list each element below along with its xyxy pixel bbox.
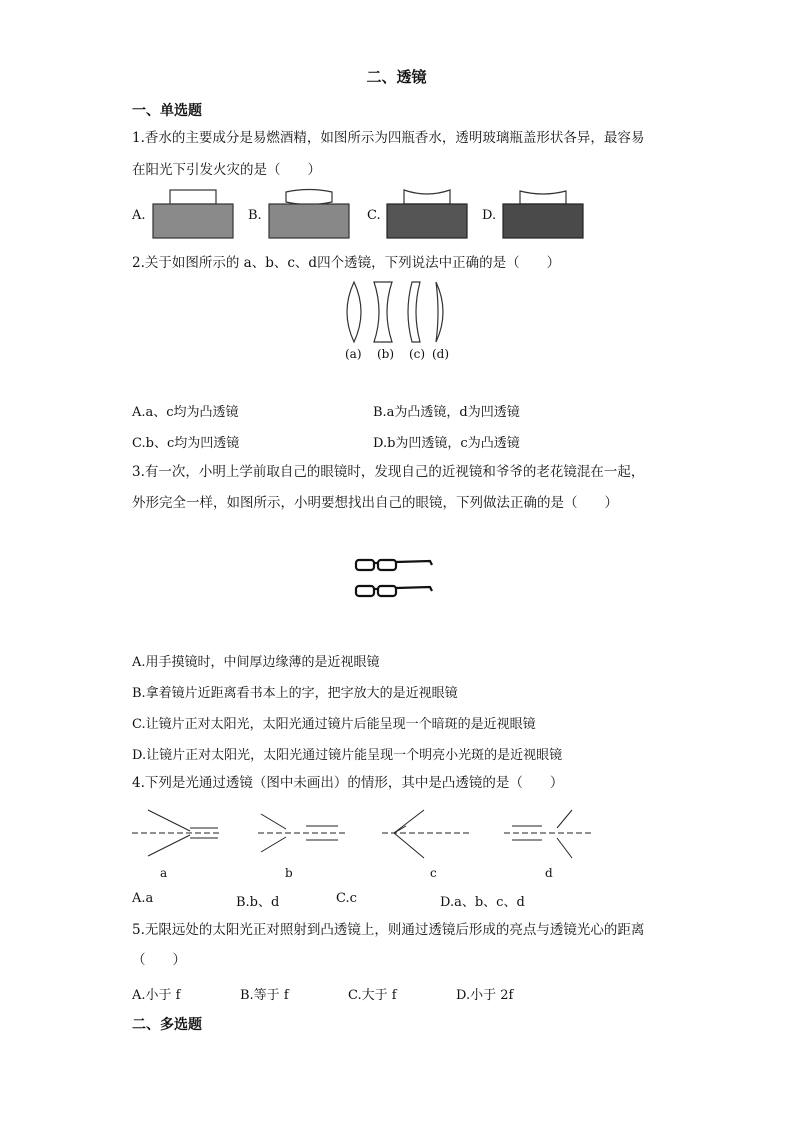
- question-3-line-2: 外形完全一样，如图所示，小明要想找出自己的眼镜，下列做法正确的是（ ）: [132, 495, 618, 511]
- perfume-bottle-c-figure: [386, 188, 468, 240]
- q5-option-b: B.等于 f: [240, 988, 289, 1003]
- question-5-line-1: 5.无限远处的太阳光正对照射到凸透镜上，则通过透镜后形成的亮点与透镜光心的距离: [132, 922, 645, 938]
- ray-figure-a: [132, 810, 220, 856]
- lens-c-shape: [408, 282, 420, 342]
- light-rays-figure: [130, 806, 600, 866]
- section-heading-multi-choice: 二、多选题: [132, 1017, 202, 1033]
- glasses-figure: [354, 558, 434, 604]
- q3-option-b: B.拿着镜片近距离看书本上的字，把字放大的是近视眼镜: [132, 686, 458, 701]
- q5-option-a: A.小于 f: [132, 988, 181, 1003]
- q4-option-c: C.c: [336, 891, 357, 906]
- question-1-line-1: 1.香水的主要成分是易燃酒精，如图所示为四瓶香水，透明玻璃瓶盖形状各异，最容易: [132, 130, 645, 146]
- q4-option-a: A.a: [132, 891, 154, 906]
- q3-option-c: C.让镜片正对太阳光，太阳光通过镜片后能呈现一个暗斑的是近视眼镜: [132, 717, 536, 732]
- perfume-bottle-a-figure: [152, 188, 234, 240]
- lens-c-label: (c): [409, 347, 426, 361]
- ray-figure-a-label: a: [160, 866, 168, 880]
- q1-option-a-label: A.: [132, 208, 146, 223]
- lens-a-label: (a): [345, 347, 362, 361]
- q2-option-b: B.a为凸透镜，d为凹透镜: [373, 405, 520, 420]
- ray-figure-b-label: b: [285, 866, 293, 880]
- perfume-bottle-b-figure: [268, 188, 350, 240]
- q5-option-d: D.小于 2f: [456, 988, 514, 1003]
- q1-option-b-label: B.: [248, 208, 262, 223]
- section-heading-single-choice: 一、单选题: [132, 103, 202, 119]
- q2-option-a: A.a、c均为凸透镜: [132, 405, 239, 420]
- q4-option-d: D.a、b、c、d: [440, 895, 525, 910]
- question-4-text: 4.下列是光通过透镜（图中未画出）的情形，其中是凸透镜的是（ ）: [132, 775, 564, 791]
- q1-option-c-label: C.: [367, 208, 381, 223]
- q3-option-d: D.让镜片正对太阳光，太阳光通过镜片能呈现一个明亮小光斑的是近视眼镜: [132, 748, 563, 763]
- lens-d-label: (d): [432, 347, 450, 361]
- perfume-bottle-d-figure: [502, 188, 584, 240]
- question-3-line-1: 3.有一次，小明上学前取自己的眼镜时，发现自己的近视镜和爷爷的老花镜混在一起，: [132, 464, 645, 480]
- lens-a-shape: [347, 282, 361, 342]
- q5-option-c: C.大于 f: [348, 988, 397, 1003]
- question-5-line-2: （ ）: [132, 952, 186, 968]
- question-1-line-2: 在阳光下引发火灾的是（ ）: [132, 162, 321, 178]
- q2-option-c: C.b、c均为凹透镜: [132, 436, 240, 451]
- q1-option-d-label: D.: [482, 208, 497, 223]
- lens-b-label: (b): [377, 347, 395, 361]
- lens-b-shape: [374, 282, 392, 342]
- ray-figure-c-label: c: [430, 866, 437, 880]
- q4-option-b: B.b、d: [236, 895, 280, 910]
- lens-d-shape: [436, 282, 443, 342]
- question-2-text: 2.关于如图所示的 a、b、c、d四个透镜，下列说法中正确的是（ ）: [132, 255, 561, 271]
- q2-option-d: D.b为凹透镜，c为凸透镜: [373, 436, 520, 451]
- ray-figure-d-label: d: [545, 866, 553, 880]
- lens-set-figure: [340, 280, 460, 344]
- ray-figure-c: [382, 810, 470, 858]
- q3-option-a: A.用手摸镜时，中间厚边缘薄的是近视眼镜: [132, 655, 380, 670]
- ray-figure-d: [504, 810, 592, 858]
- page-title: 二、透镜: [366, 68, 427, 86]
- ray-figure-b: [258, 814, 346, 852]
